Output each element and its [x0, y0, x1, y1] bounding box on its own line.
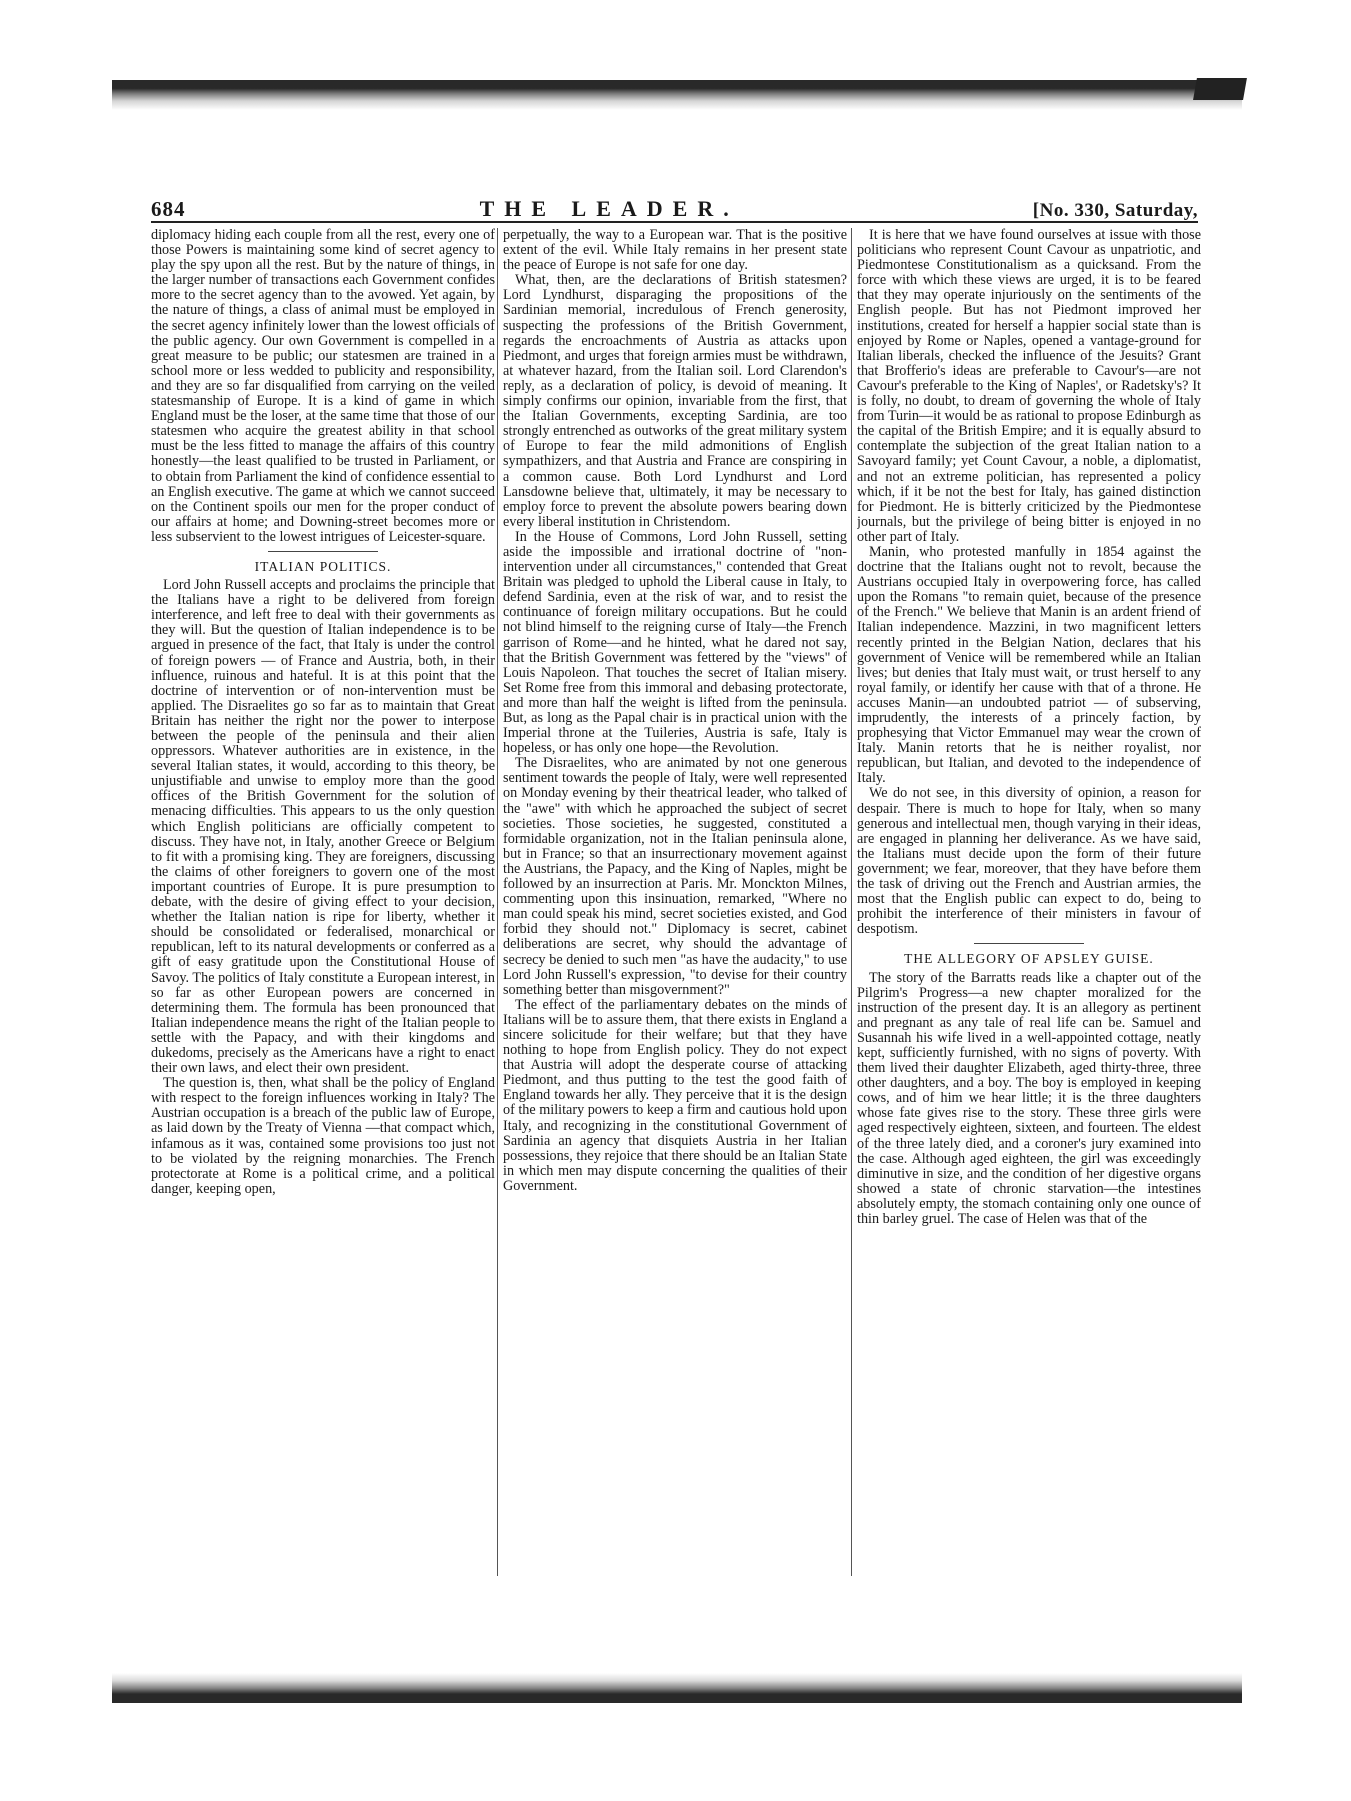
article-paragraph: The question is, then, what shall be the policy of England with respect to the foreign influences working in Italy? The Austrian occupation is a breach of the public law of Europe, as laid down by the Treaty of Vienna —that compact which, infamous as it was, contained some provisions too just not to be violated by the reigning monarchies. The French protectorate at Rome is a political crime, and a political danger, keeping open, [151, 1075, 495, 1197]
article-heading: THE ALLEGORY OF APSLEY GUISE. [904, 951, 1154, 967]
article-paragraph: The story of the Barratts reads like a chapter out of the Pilgrim's Progress—a new chapter moralized for the instruction of the present day. It is an allegory as pertinent and pregnant as any tale of real life can be. Samuel and Susannah his wife lived in a well-appointed cottage, neatly kept, sufficiently furnished, with no signs of poverty. With them lived their daughter Elizabeth, aged thirty-three, three other daughters, and a boy. The boy is employed in keeping cows, and of him we hear little; it is the three daughters whose fate gives rise to the story. These three girls were aged respectively eighteen, sixteen, and fourteen. The eldest of the three lately died, and a coroner's jury examined into the case. Although aged eighteen, the girl was exceedingly diminutive in size, and the condition of her digestive organs showed a state of chronic starvation—the intestines absolutely empty, the stomach containing only one ounce of thin barley gruel. The case of Helen was that of the [857, 969, 1201, 1227]
article-heading: ITALIAN POLITICS. [254, 558, 392, 574]
article-paragraph: In the House of Commons, Lord John Russell, setting aside the impossible and irrational doctrine of "non-intervention under all circumstances," contended that Great Britain was pledged to uphold the Liberal cause in Italy, to defend Sardinia, even at the risk of war, and to resist the continuance of foreign military occupations. But he could not blind himself to the reigning curse of Italy—the French garrison of Rome—and he hinted, what he dared not say, that the British Government was fettered by the "views" of Louis Napoleon. That touches the secret of Italian misery. Set Rome free from this immoral and debasing protectorate, and more than half the weight is lifted from the peninsula. But, as long as the Papal chair is in practical union with the Imperial throne at the Tuileries, Austria is safe, Italy is hopeless, or has only one hope—the Revolution. [503, 528, 847, 757]
page-number: 684 [151, 197, 186, 221]
scan-edge-top [112, 80, 1242, 110]
section-divider [974, 943, 1084, 944]
article-paragraph: The effect of the parliamentary debates on the minds of Italians will be to assure them, that there exists in England a sincere solicitude for their welfare; but that they have nothing to hope from English policy. They do not expect that Austria will adopt the desperate course of attacking Piedmont, and thus putting to the test the good faith of England towards her ally. They perceive that it is the design of the military powers to keep a firm and cautious hold upon Italy, and recognizing in the constitutional Government of Sardinia an agency that disquiets Austria in her Italian possessions, they rejoice that there should be an Italian State in which men may dispute concerning the qualities of their Government. [503, 996, 847, 1194]
column-1 [151, 228, 495, 1576]
article-paragraph: perpetually, the way to a European war. That is the positive extent of the evil. While Italy remains in her present state the peace of Europe is not safe for one day. [503, 228, 847, 274]
scan-corner-mark [1193, 78, 1247, 100]
newspaper-title: THE LEADER. [479, 196, 739, 221]
column-rule [851, 228, 852, 1576]
article-paragraph: Manin, who protested manfully in 1854 against the doctrine that the Italians ought not to revolt, because the Austrians occupied Italy in overpowering force, has called upon the Romans "to remain quiet, because of the presence of the French." We believe that Manin is an ardent friend of Italian independence. Mazzini, in two magnificent letters recently printed in the Belgian Nation, declares that his government of Venice will be remembered while an Italian lives; but denies that Italy must wait, or trust herself to any royal family, or identify her cause with that of a throne. He accuses Manin—an undoubted patriot — of subserving, imprudently, the interests of a princely faction, by prophesying that Victor Emmanuel may wear the crown of Italy. Manin retorts that he is neither royalist, nor republican, but Italian, and devoted to the independence of Italy. [857, 543, 1201, 787]
page-header [151, 196, 1198, 221]
issue-label: [No. 330, Saturday, [1032, 200, 1198, 221]
article-paragraph: What, then, are the declarations of British statesmen? Lord Lyndhurst, disparaging the propositions of the Sardinian memorial, incredulous of French generosity, suspecting the professions of the British Government, regards the encroachments of Austria as attacks upon Piedmont, and urges that foreign armies must be withdrawn, at whatever hazard, from the Italian soil. Lord Clarendon's reply, as a declaration of policy, is devoid of meaning. It simply confirms our opinion, invariable from the first, that the Italian Governments, excepting Sardinia, are too strongly entrenched as outworks of the great military system of Europe to fear the mild admonitions of English sympathizers, and that Austria and France are conspiring in a common cause. Both Lord Lyndhurst and Lord Lansdowne believe that, ultimately, it may be necessary to employ force to prevent the absolute powers bearing down every liberal institution in Christendom. [503, 272, 847, 530]
article-paragraph: It is here that we have found ourselves at issue with those politicians who represent Count Cavour as unpatriotic, and Piedmontese Constitutionalism as a quicksand. From the force with which these views are urged, it is to be feared that they may operate injuriously on the sentiments of the English people. But has not Piedmont improved her institutions, created for herself a happier social state than is enjoyed by Rome or Naples, opened a vantage-ground for Italian liberals, checked the influence of the Jesuits? Grant that Brofferio's ideas are preferable to Cavour's—are not Cavour's preferable to the King of Naples', or Radetsky's? It is folly, no doubt, to dream of governing the whole of Italy from Turin—it would be as rational to propose Edinburgh as the capital of the British Empire; and it is equally absurd to contemplate the subjection of the great Italian nation to a Savoyard family; yet Count Cavour, a noble, a diplomatist, and not an extreme politician, has represented a policy which, if it be not the best for Italy, has gained distinction for Piedmont. He is bitterly criticized by the Piedmontese journals, but the privilege of being bitter is enjoyed in no other part of Italy. [857, 228, 1201, 545]
section-divider [268, 551, 378, 552]
scan-edge-bottom [112, 1673, 1242, 1703]
column-3 [857, 228, 1201, 1576]
article-paragraph: Lord John Russell accepts and proclaims the principle that the Italians have a right to be delivered from foreign interference, and left free to deal with their governments as they will. But the question of Italian independence is to be argued in presence of the fact, that Italy is under the control of foreign powers — of France and Austria, both, in their influence, ruinous and hateful. It is at this point that the doctrine of intervention or of non-intervention must be applied. The Disraelites go so far as to maintain that Great Britain has neither the right nor the power to interpose between the people of the peninsula and their alien oppressors. Whatever authorities are in existence, in the several Italian states, it would, according to this theory, be unjustifiable and unwise to employ more than the good offices of the British Government for the solution of menacing difficulties. This appears to us the only question which English politicians are officially competent to discuss. They have not, in Italy, another Greece or Belgium to fit with a promising king. They are foreigners, discussing the claims of other foreigners to govern one of the most important countries of Europe. It is pure presumption to debate, with the desire of giving effect to your decision, whether the Italian nation is ripe for liberty, whether it should be consolidated or federalised, monarchical or republican, left to its natural developments or conferred as a gift of easy gratitude upon the Constitutional House of Savoy. The politics of Italy constitute a European interest, in so far as other European powers are concerned in determining them. The formula has been pronounced that Italian independence means the right of the Italian people to settle with the Papacy, and with their kingdoms and dukedoms, precisely as the Americans have a right to enact their own laws, and elect their own president. [151, 577, 495, 1077]
column-2 [503, 228, 847, 1576]
column-rule [497, 228, 498, 1576]
article-paragraph: diplomacy hiding each couple from all the rest, every one of those Powers is maintaining some kind of secret agency to play the spy upon all the rest. But by the nature of things, in the larger number of transactions each Government confides more to the secret agency than to the avowed. Yet again, by the nature of things, a class of animal must be employed in the secret agency infinitely lower than the lowest officials of the public agency. Our own Government is compelled in a great measure to be public; our statesmen are trained in a school more or less wedded to publicity and responsibility, and they are so far disqualified from carrying on the veiled statesmanship of Europe. It is a kind of game in which England must be the loser, at the same time that those of our statesmen who acquire the greatest ability in that school must be the less fitted to manage the affairs of this country honestly—the least qualified to be trusted in Parliament, or to obtain from Parliament the kind of confidence essential to an English executive. The game at which we cannot succeed on the Continent spoils our men for the proper conduct of our affairs at home; and Downing-street becomes more or less subservient to the lowest intrigues of Leicester-square. [151, 228, 495, 545]
article-paragraph: We do not see, in this diversity of opinion, a reason for despair. There is much to hope for Italy, when so many generous and intellectual men, though varying in their ideas, are engaged in planning her deliverance. As we have said, the Italians must decide upon the form of their future government; we fear, moreover, that they have before them the task of driving out the French and Austrian armies, the most that the English public can expect to do, being to prohibit the interference of their ministers in favour of despotism. [857, 785, 1201, 938]
header-rule [151, 221, 1198, 223]
article-paragraph: The Disraelites, who are animated by not one generous sentiment towards the people of Italy, were well represented on Monday evening by their theatrical leader, who talked of the "awe" with which he approached the subject of secret societies. Those societies, he suggested, constituted a formidable organization, not in the Italian peninsula alone, but in France; so that an insurrectionary movement against the Austrians, the Papacy, and the King of Naples, might be followed by an insurrection at Paris. Mr. Monckton Milnes, commenting upon this insinuation, remarked, "Where no man could speak his mind, secret societies existed, and God forbid they should not." Diplomacy is secret, cabinet deliberations are secret, why should the advantage of secrecy be denied to such men "as have the audacity," to use Lord John Russell's expression, "to devise for their country something better than misgovernment?" [503, 755, 847, 998]
